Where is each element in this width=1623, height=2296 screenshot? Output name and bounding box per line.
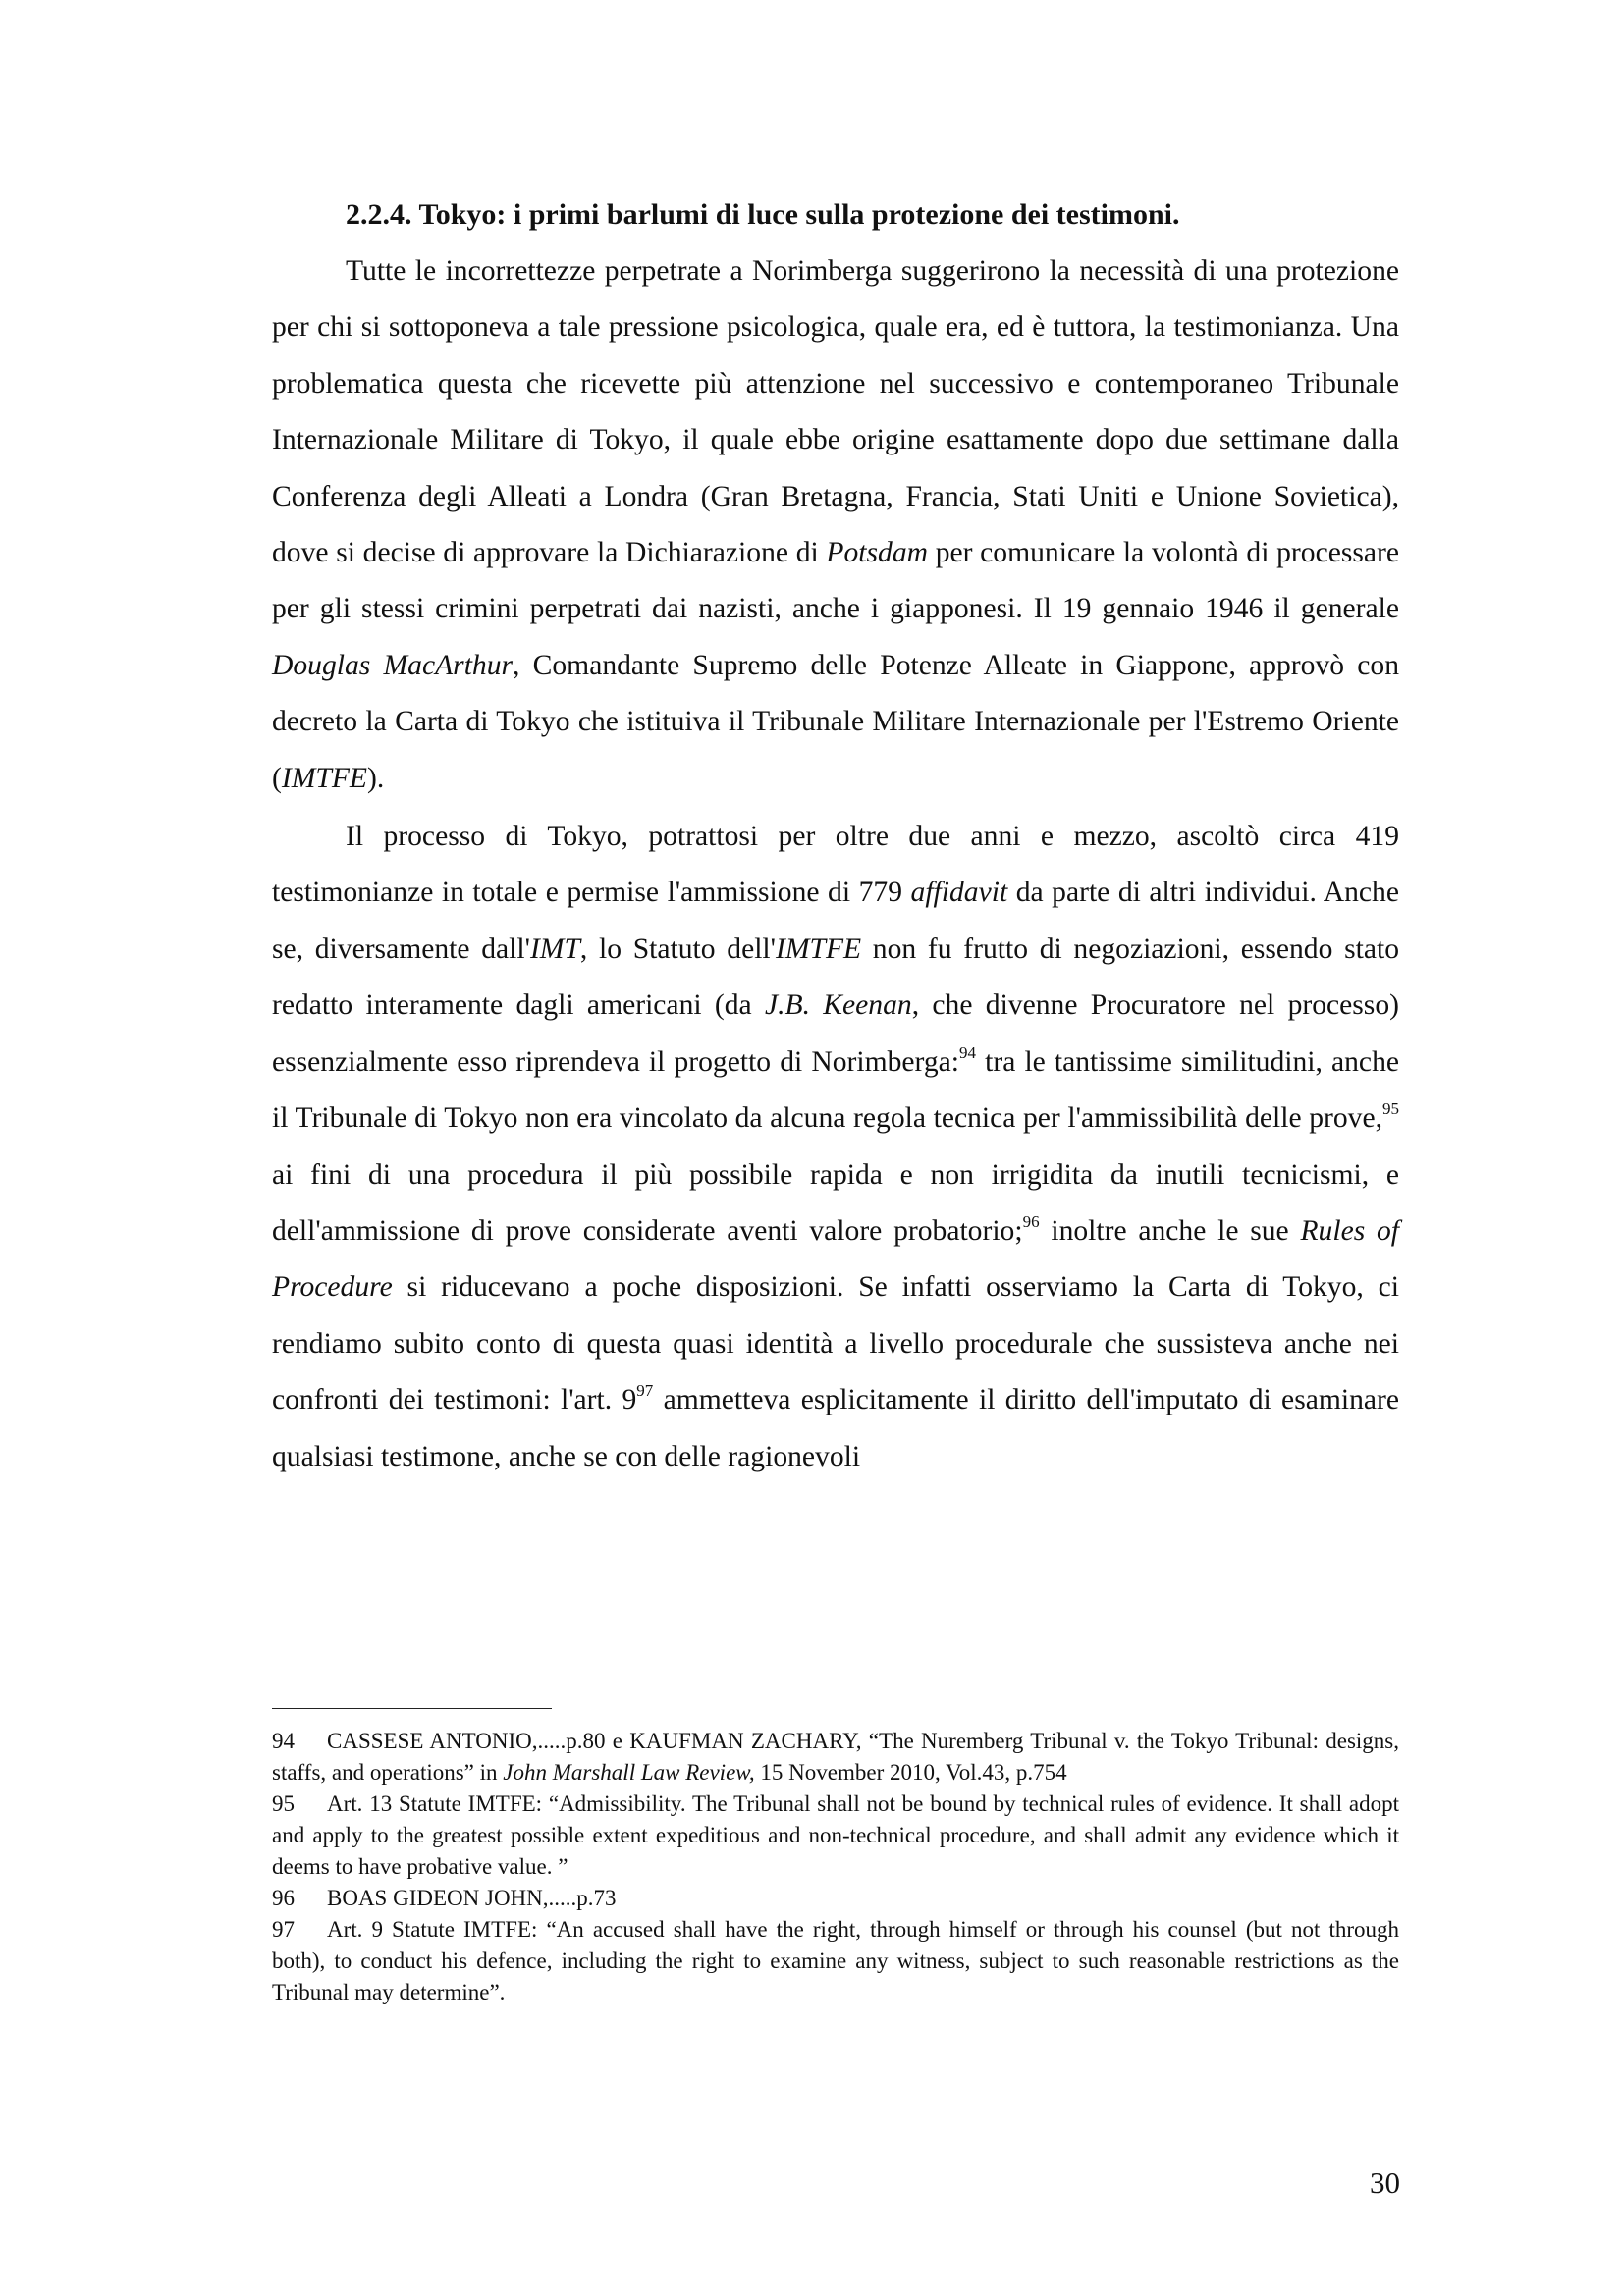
text-run: Art. 9 Statute IMTFE: “An accused shall have the right, through himself or through his counsel (but not through both), to conduct his defence, including the right to examine any witness, subject to such reasonable restrictions as the Tribunal may determine”. (272, 1917, 1399, 2004)
footnote-reference: 95 (1382, 1099, 1399, 1119)
text-run: , che divenne Procuratore nel processo) essenzialmente esso riprendeva il progetto di Norimberga: (272, 989, 1399, 1078)
italic-text: J.B. Keenan (764, 989, 912, 1022)
footnote-text (272, 1791, 1399, 1879)
italic-text: affidavit (910, 877, 1008, 909)
footnote-reference: 97 (636, 1381, 654, 1401)
paragraph (272, 243, 1399, 807)
text-run: CASSESE ANTONIO,.....p.80 e KAUFMAN ZACHARY, “The Nuremberg Tribunal v. the Tokyo Tribunal: designs, staffs, and operations” in (272, 1729, 1399, 1785)
footnote (272, 1726, 1399, 1789)
footnote-text (327, 1886, 617, 1910)
italic-text: IMT (529, 933, 580, 965)
text-run: da parte di altri individui. Anche se, diversamente dall' (272, 877, 1399, 965)
section-title: 2.2.4. Tokyo: i primi barlumi di luce sulla protezione dei testimoni. (346, 198, 1180, 231)
footnote-number: 95 (272, 1791, 295, 1816)
footnote-text (272, 1917, 1399, 2004)
footnote (272, 1883, 1399, 1914)
footnote-separator (272, 1708, 552, 1709)
paragraph (272, 809, 1399, 1485)
text-run: ). (366, 762, 385, 794)
text-run: , lo Statuto dell' (579, 933, 776, 965)
italic-text: John Marshall Law Review, (503, 1760, 755, 1785)
text-run: si riducevano a poche disposizioni. Se infatti osserviamo la Carta di Tokyo, ci rendiamo subito conto di questa quasi identità a livello procedurale che sussisteva anche nei confronti dei testimoni: l'art. 9 (272, 1271, 1399, 1416)
page-number: 30 (1370, 2165, 1400, 2200)
text-run: Art. 13 Statute IMTFE: “Admissibility. The Tribunal shall not be bound by technical rules of evidence. It shall adopt and apply to the greatest possible extent expeditious and non-technical procedure, and shall admit any evidence which it deems to have probative value. ” (272, 1791, 1399, 1879)
text-run: ammetteva esplicitamente il diritto dell'imputato di esaminare qualsiasi testimone, anche se con delle ragionevoli (272, 1384, 1400, 1472)
footnote-number: 94 (272, 1729, 295, 1753)
text-run: non fu frutto di negoziazioni, essendo stato redatto interamente dagli americani (da (272, 933, 1399, 1022)
footnote-number: 96 (272, 1886, 295, 1910)
footnote-reference: 96 (1022, 1212, 1040, 1232)
footnote (272, 1914, 1399, 2008)
italic-text: Potsdam (826, 537, 928, 569)
text-run: BOAS GIDEON JOHN,.....p.73 (327, 1886, 617, 1910)
italic-text: IMTFE (775, 933, 862, 965)
text-run: per comunicare la volontà di processare per gli stessi crimini perpetrati dai nazisti, anche i giapponesi. Il 19 gennaio 1946 il generale (272, 537, 1399, 625)
footnotes (272, 1726, 1399, 2008)
text-run: , Comandante Supremo delle Potenze Alleate in Giappone, approvò con decreto la Carta di Tokyo che istituiva il Tribunale Militare Internazionale per l'Estremo Oriente ( (272, 649, 1399, 794)
footnote-number: 97 (272, 1917, 295, 1942)
text-run: ai fini di una procedura il più possibile rapida e non irrigidita da inutili tecnicismi, e dell'ammissione di prove considerate aventi valore probatorio; (272, 1158, 1399, 1247)
text-run: Il processo di Tokyo, potrattosi per oltre due anni e mezzo, ascoltò circa 419 testimonianze in totale e permise l'ammissione di 779 (272, 821, 1399, 909)
text-run: tra le tantissime similitudini, anche il Tribunale di Tokyo non era vincolato da alcuna regola tecnica per l'ammissibilità delle prove, (272, 1045, 1400, 1135)
main-text (272, 187, 1399, 1485)
italic-text: Douglas MacArthur (272, 649, 514, 681)
footnote-text (272, 1729, 1399, 1785)
italic-text: Rules of Procedure (272, 1214, 1399, 1304)
text-run: 15 November 2010, Vol.43, p.754 (754, 1760, 1067, 1785)
italic-text: IMTFE (281, 762, 367, 794)
text-run: Tutte le incorrettezze perpetrate a Norimberga suggerirono la necessità di una protezione per chi si sottoponeva a tale pressione psicologica, quale era, ed è tuttora, la testimonianza. Una problematica questa che ricevette più attenzione nel successivo e contemporaneo Tribunale Internazionale Militare di Tokyo, il quale ebbe origine esattamente dopo due settimane dalla Conferenza degli Alleati a Londra (Gran Bretagna, Francia, Stati Uniti e Unione Sovietica), dove si decise di approvare la Dichiarazione di (272, 255, 1399, 569)
text-run: inoltre anche le sue (1039, 1214, 1301, 1247)
footnote (272, 1789, 1399, 1883)
footnote-reference: 94 (959, 1042, 977, 1062)
